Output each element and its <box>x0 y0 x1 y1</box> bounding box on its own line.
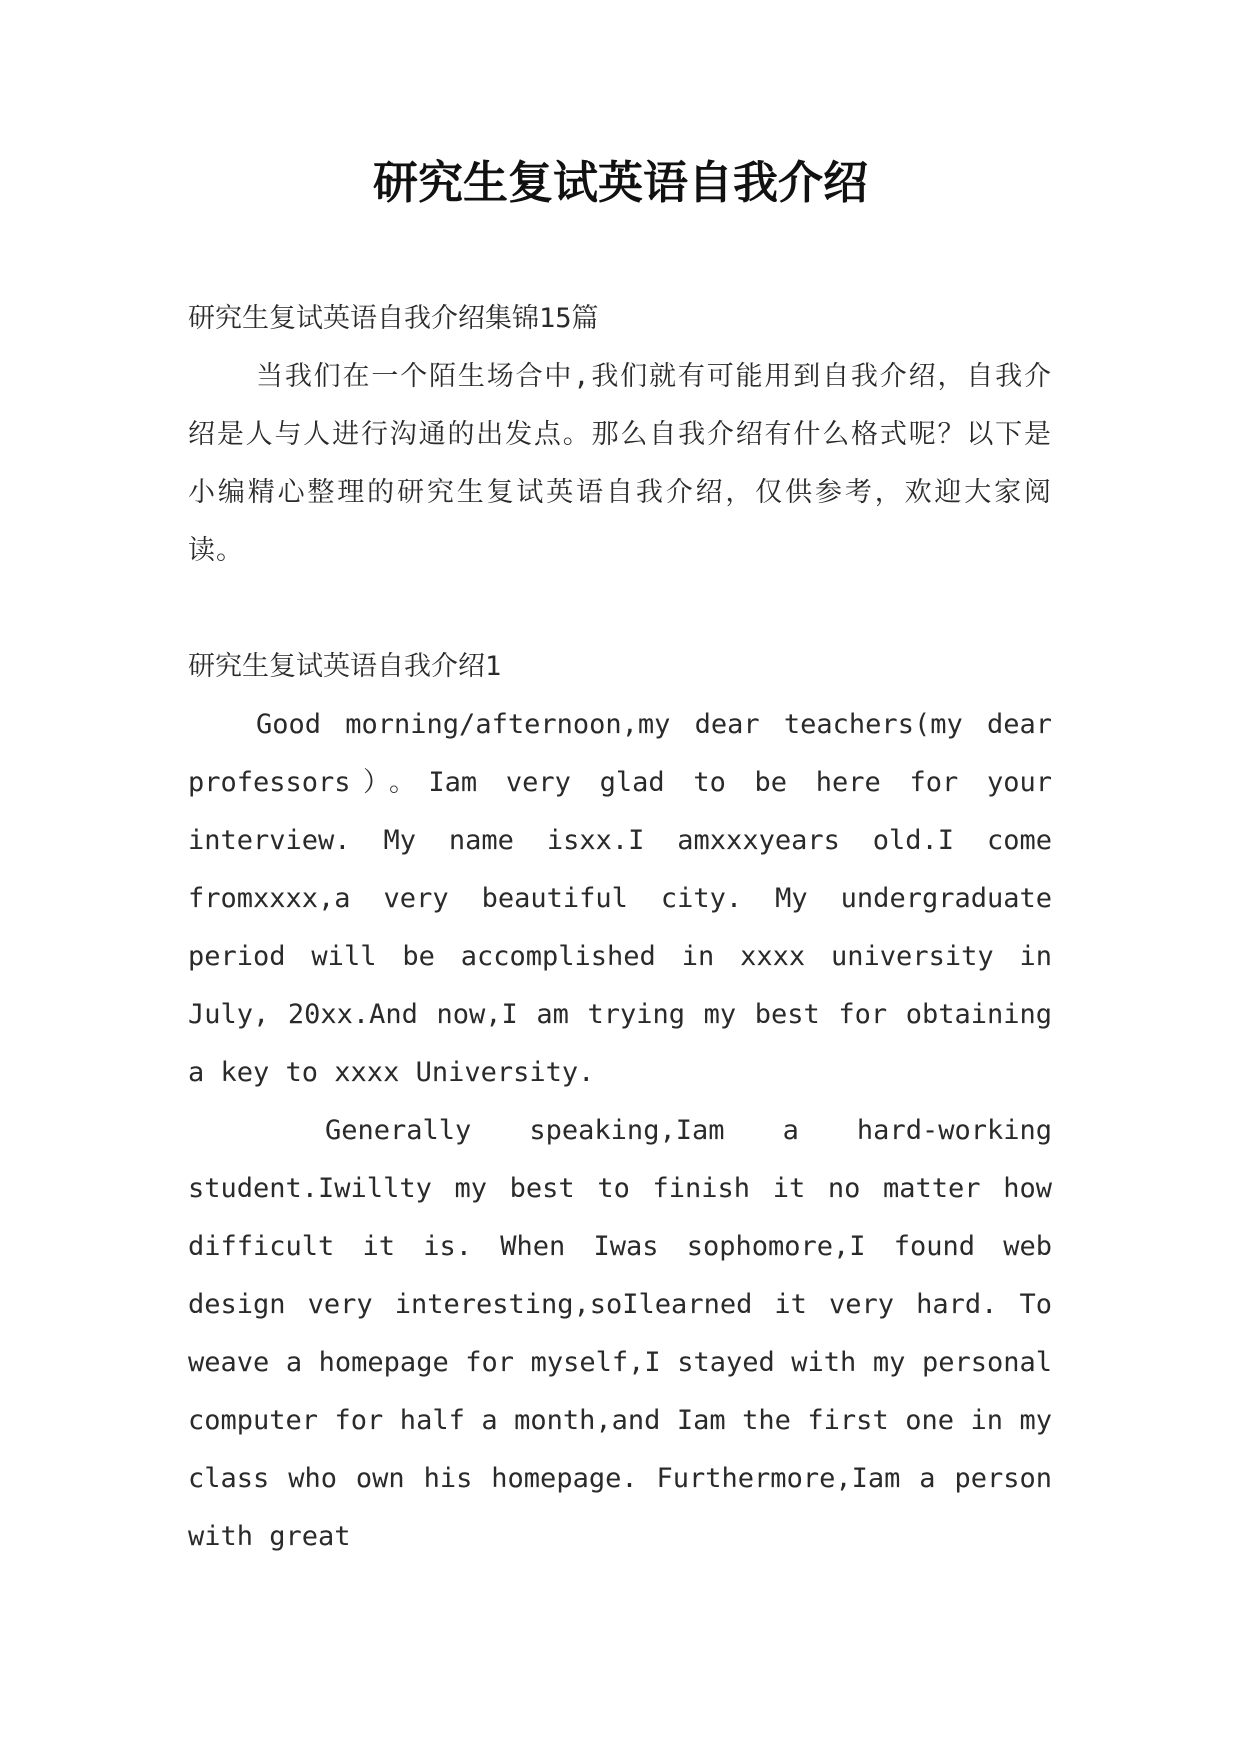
document-body <box>188 290 1052 1566</box>
intro-paragraph: 当我们在一个陌生场合中,我们就有可能用到自我介绍，自我介绍是人与人进行沟通的出发点。那么自我介绍有什么格式呢？以下是小编精心整理的研究生复试英语自我介绍，仅供参考，欢迎大家阅读。 <box>188 361 1052 566</box>
document-subtitle: 研究生复试英语自我介绍集锦15篇 <box>188 303 599 334</box>
document-title: 研究生复试英语自我介绍 <box>372 156 868 209</box>
section-heading: 研究生复试英语自我介绍1 <box>188 651 502 682</box>
body-paragraph-1: Good morning/afternoon,my dear teachers(my dear professors）。Iam very glad to be here for your interview. My name isxx.I amxxxyears old.I come fromxxxx,a very beautiful city. My undergraduate period will be accomplished in xxxx university in July, 20xx.And now,I am trying my best for obtaining a key to xxxx University. <box>188 709 1052 1088</box>
body-paragraph-2: Generally speaking,Iam a hard-working student.Iwillty my best to finish it no matter how difficult it is. When Iwas sophomore,I found web design very interesting,soIlearned it very hard. To weave a homepage for myself,I stayed with my personal computer for half a month,and Iam the first one in my class who own his homepage. Furthermore,Iam a person with great <box>188 1115 1052 1552</box>
paragraph-spacer <box>188 580 1052 638</box>
